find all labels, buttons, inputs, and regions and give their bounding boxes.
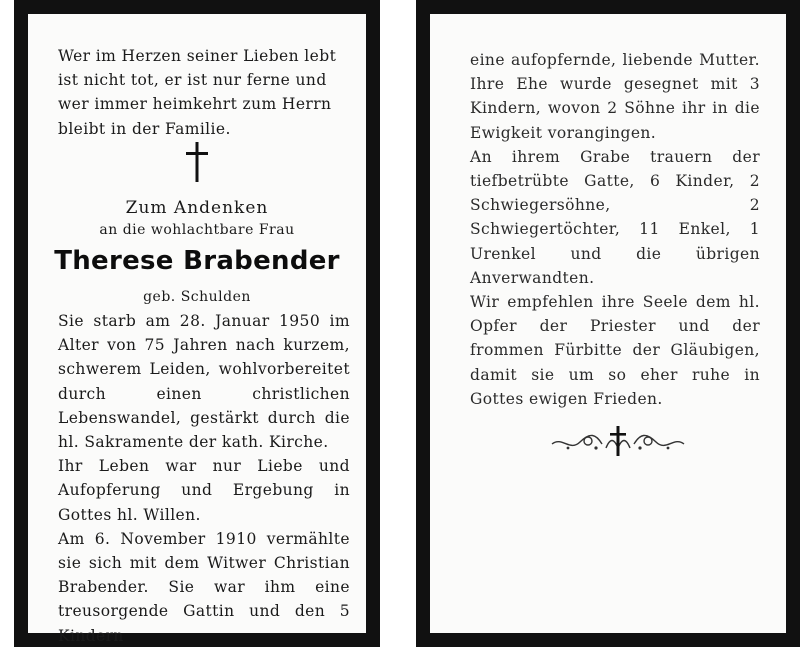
continuation-paragraph: An ihrem Grabe trauern der tiefbetrübte Gatte, 6 Kinder, 2 Schwiegersöhne, 2 Schwiegertöchter, 11 Enkel, 1 Urenkel und die übrigen Anverwandten. (470, 147, 760, 287)
continuation-paragraph: eine aufopfernde, liebende Mutter. Ihre Ehe wurde gesegnet mit 3 Kindern, wovon 2 Söhne ihr in die Ewigkeit vorangingen. (470, 51, 760, 142)
continuation-text (470, 48, 760, 411)
deceased-name: Therese Brabender (54, 246, 340, 276)
memorial-card-back (416, 0, 800, 647)
continuation-paragraph: Wir empfehlen ihre Seele dem hl. Opfer der Priester und der frommen Fürbitte der Gläubigen, damit sie um so eher ruhe in Gottes ewigen Frieden. (470, 293, 760, 408)
cross-icon (28, 142, 366, 186)
biography-paragraph: Am 6. November 1910 vermählte sie sich mit dem Witwer Christian Brabender. Sie war ihm eine treusorgende Gattin und den 5 Kindern (58, 529, 350, 645)
memorial-subheading: an die wohlachtbare Frau (99, 222, 295, 238)
memorial-heading: Zum Andenken (125, 198, 269, 218)
motto-verse: Wer im Herzen seiner Lieben lebt ist nicht tot, er ist nur ferne und wer immer heimkehrt zum Herrn bleibt in der Familie. (58, 47, 337, 138)
biography-text (58, 309, 350, 648)
biography-paragraph: Ihr Leben war nur Liebe und Aufopferung und Ergebung in Gottes hl. Willen. (58, 457, 350, 524)
card-back-paper (430, 14, 786, 633)
floral-ornament-icon (548, 424, 688, 464)
memorial-card-front (14, 0, 380, 647)
maiden-name: geb. Schulden (143, 289, 251, 305)
biography-paragraph: Sie starb am 28. Januar 1950 im Alter von 75 Jahren nach kurzem, schwerem Leiden, wohlvorbereitet durch einen christlichen Lebenswandel, gestärkt durch die hl. Sakramente der kath. Kirche. (58, 312, 350, 452)
card-front-paper (28, 14, 366, 645)
